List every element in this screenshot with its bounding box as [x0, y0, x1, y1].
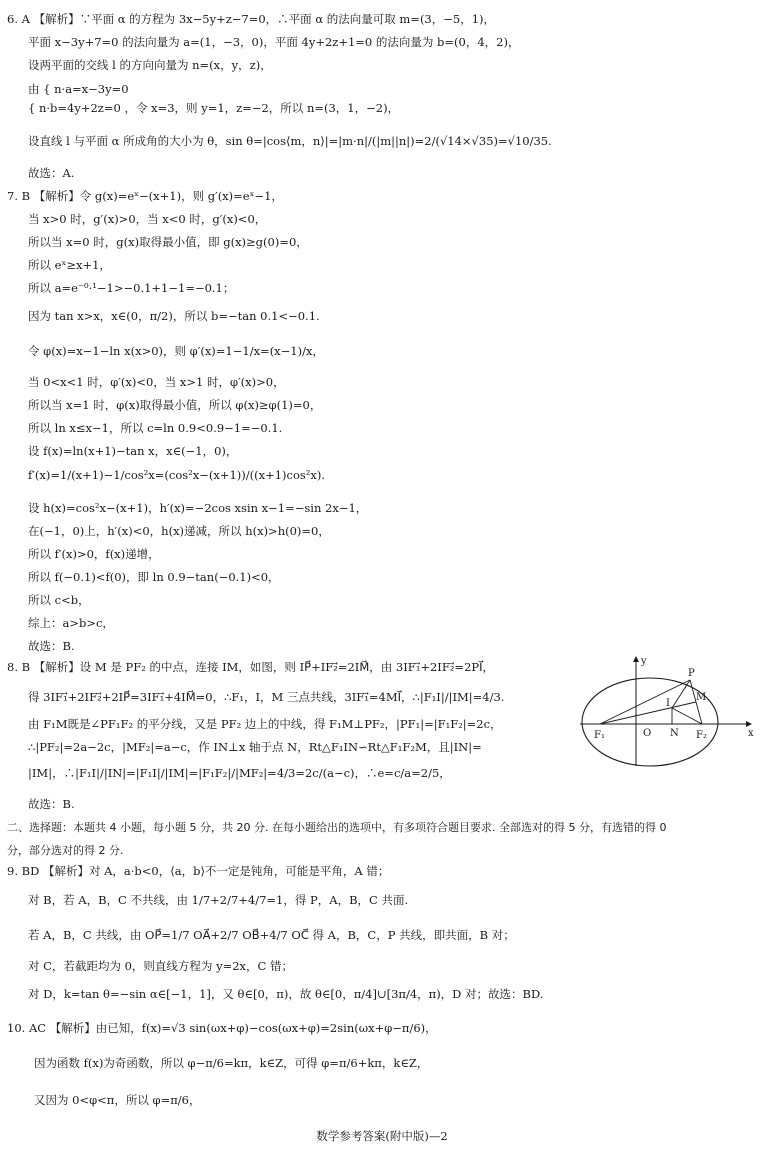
text-line: 在(−1，0)上，h′(x)<0，h(x)递减，所以 h(x)>h(0)=0，: [28, 524, 330, 538]
text-line: 当 x>0 时，g′(x)>0，当 x<0 时，g′(x)<0，: [28, 212, 267, 226]
text-line: 所以当 x=0 时，g(x)取得最小值，即 g(x)≥g(0)=0，: [28, 235, 308, 249]
text-line: 由 F₁M既是∠PF₁F₂ 的平分线，又是 PF₂ 边上的中线，得 F₁M⊥PF₂，|PF₁|=|F₁F₂|=2c，: [28, 717, 502, 731]
text-line: 若 A，B，C 共线，由 OP⃗=1/7 OA⃗+2/7 OB⃗+4/7 OC⃗ 得 A，B，C，P 共线，即共面，B 对；: [28, 928, 515, 942]
text-line: 对 C，若截距均为 0，则直线方程为 y=2x，C 错；: [28, 959, 293, 973]
text-line: 所以 f(−0.1)<f(0)，即 ln 0.9−tan(−0.1)<0，: [28, 570, 280, 584]
text-line: 综上：a>b>c，: [28, 616, 114, 630]
text-line: 7. B 【解析】令 g(x)=eˣ−(x+1)，则 g′(x)=eˣ−1，: [7, 189, 283, 203]
label-P: P: [688, 668, 695, 679]
text-line: 对 D，k=tan θ=−sin α∈[−1，1]，又 θ∈[0，π)，故 θ∈[0，π/4]∪[3π/4，π)，D 对；故选：BD.: [28, 987, 544, 1001]
text-line: 设 h(x)=cos²x−(x+1)，h′(x)=−2cos xsin x−1=−sin 2x−1，: [28, 501, 368, 515]
text-line: 因为 tan x>x，x∈(0，π/2)，所以 b=−tan 0.1<−0.1.: [28, 309, 320, 323]
text-line: 所以 eˣ≥x+1，: [28, 258, 111, 272]
text-line: 故选：B.: [28, 797, 75, 811]
y-axis-arrow: [633, 656, 639, 662]
x-axis-arrow: [746, 721, 752, 727]
text-line: ∴|PF₂|=2a−2c，|MF₂|=a−c，作 IN⊥x 轴于点 N，Rt△F₁IN∽Rt△F₁F₂M，且|IN|=: [28, 740, 482, 754]
label-O: O: [643, 728, 652, 739]
text-line: 令 φ(x)=x−1−ln x(x>0)，则 φ′(x)=1−1/x=(x−1)/x，: [28, 344, 324, 358]
text-line: 所以 ln x≤x−1，所以 c=ln 0.9<0.9−1=−0.1.: [28, 421, 283, 435]
text-line: 8. B 【解析】设 M 是 PF₂ 的中点，连接 IM，如图，则 IP⃗+IF₂⃗=2IM⃗，由 3IF₁⃗+2IF₂⃗=2PI⃗，: [7, 660, 495, 674]
text-line: 所以 f′(x)>0，f(x)递增，: [28, 547, 160, 561]
text-line: 故选：B.: [28, 639, 75, 653]
segment-F1P: [600, 680, 690, 724]
text-line: 所以 a=e⁻⁰·¹−1>−0.1+1−1=−0.1；: [28, 281, 235, 295]
text-line: 由 { n·a=x−3y=0: [28, 82, 129, 96]
text-line: f′(x)=1/(x+1)−1/cos²x=(cos²x−(x+1))/((x+1)cos²x).: [28, 468, 326, 482]
text-line: 设两平面的交线 l 的方向向量为 n=(x，y，z)，: [28, 58, 272, 72]
label-F1: F₁: [594, 730, 605, 741]
text-line: 对 B，若 A，B，C 不共线，由 1/7+2/7+4/7=1，得 P，A，B，C 共面.: [28, 893, 409, 907]
ellipse-diagram: [572, 652, 762, 770]
text-line: 设 f(x)=ln(x+1)−tan x，x∈(−1，0)，: [28, 444, 238, 458]
text-line: { n·b=4y+2z=0 ，令 x=3，则 y=1，z=−2，所以 n=(3，1，−2)，: [28, 101, 400, 115]
text-line: 设直线 l 与平面 α 所成角的大小为 θ，sin θ=|cos⟨m，n⟩|=|m·n|/(|m||n|)=2/(√14×√35)=√10/35.: [28, 134, 552, 148]
text-line: 分，部分选对的得 2 分.: [7, 844, 124, 857]
text-line: 故选：A.: [28, 166, 75, 180]
segment-IF2: [672, 708, 702, 724]
label-M: M: [696, 692, 707, 703]
label-F2: F₂: [696, 730, 707, 741]
text-line: |IM|，∴|F₁I|/|IN|=|F₁I|/|IM|=|F₁F₂|/|MF₂|=4/3=2c/(a−c)，∴e=c/a=2/5，: [28, 766, 451, 780]
label-N: N: [670, 728, 679, 739]
page-footer: 数学参考答案(附中版)—2: [316, 1129, 448, 1143]
text-line: 6. A 【解析】∵平面 α 的方程为 3x−5y+z−7=0，∴平面 α 的法向量可取 m=(3，−5，1)，: [7, 12, 496, 26]
text-line: 所以当 x=1 时，φ(x)取得最小值，所以 φ(x)≥φ(1)=0，: [28, 398, 322, 412]
text-line: 当 0<x<1 时，φ′(x)<0，当 x>1 时，φ′(x)>0，: [28, 375, 285, 389]
text-line: 又因为 0<φ<π，所以 φ=π/6，: [34, 1093, 201, 1107]
text-line: 平面 x−3y+7=0 的法向量为 a=(1，−3，0)，平面 4y+2z+1=0 的法向量为 b=(0，4，2)，: [28, 35, 520, 49]
label-y: y: [641, 656, 647, 667]
text-line: 10. AC 【解析】由已知，f(x)=√3 sin(ωx+φ)−cos(ωx+φ)=2sin(ωx+φ−π/6)，: [7, 1021, 437, 1035]
text-line: 所以 c<b，: [28, 593, 90, 607]
text-line: 得 3IF₁⃗+2IF₂⃗+2IP⃗=3IF₁⃗+4IM⃗=0，∴F₁，I，M 三点共线，3IF₁⃗=4MI⃗，∴|F₁I|/|IM|=4/3.: [28, 690, 505, 704]
label-I: I: [666, 698, 670, 709]
text-line: 9. BD 【解析】对 A，a·b<0，⟨a，b⟩不一定是钝角，可能是平角，A 错；: [7, 864, 390, 878]
text-line: 因为函数 f(x)为奇函数，所以 φ−π/6=kπ，k∈Z，可得 φ=π/6+kπ，k∈Z，: [34, 1056, 429, 1070]
text-line: 二、选择题：本题共 4 小题，每小题 5 分，共 20 分. 在每小题给出的选项中，有多项符合题目要求. 全部选对的得 5 分，有选错的得 0: [7, 821, 667, 834]
label-x: x: [748, 728, 754, 739]
